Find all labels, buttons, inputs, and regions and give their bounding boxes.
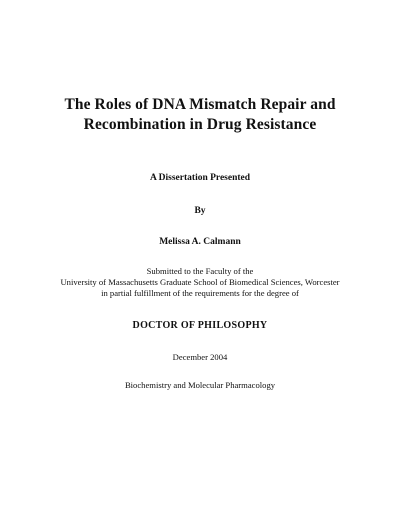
degree-text: DOCTOR OF PHILOSOPHY <box>132 320 268 331</box>
submitted-line-2: University of Massachusetts Graduate School of Biomedical Sciences, Worcester <box>60 277 340 287</box>
author-name: Melissa A. Calmann <box>159 237 241 247</box>
title-line-2: Recombination in Drug Resistance <box>83 116 317 133</box>
date-text: December 2004 <box>172 352 228 362</box>
by-text: By <box>194 206 206 216</box>
presented-text: A Dissertation Presented <box>149 173 251 183</box>
program-text: Biochemistry and Molecular Pharmacology <box>124 380 276 390</box>
submitted-line-1: Submitted to the Faculty of the <box>146 266 254 276</box>
submitted-line-3: in partial fulfillment of the requirements for the degree of <box>101 288 299 298</box>
title-line-1: The Roles of DNA Mismatch Repair and <box>64 96 336 113</box>
